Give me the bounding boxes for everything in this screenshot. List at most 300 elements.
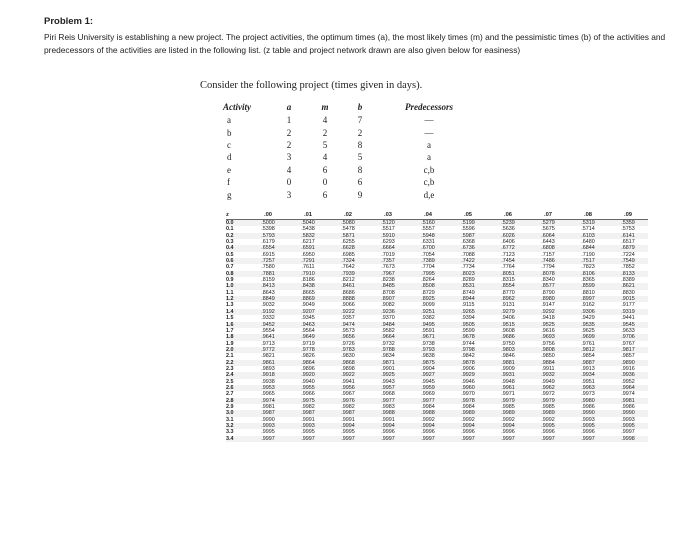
activity-row [205, 126, 483, 138]
activity-table [205, 100, 483, 201]
z-value-cell: 3.2 [226, 423, 248, 429]
probability-cell: .9131 [501, 302, 515, 309]
probability-cell: .9909 [501, 365, 515, 372]
probability-cell: .5438 [301, 226, 315, 233]
probability-cell: .9842 [461, 353, 475, 360]
probability-cell: .7224 [621, 251, 635, 258]
a-cell: 4 [286, 164, 292, 175]
probability-cell: .9564 [301, 327, 315, 334]
probability-cell: .9968 [381, 391, 395, 398]
z-header-cell: .05 [448, 211, 488, 220]
z-value-cell: 0.0 [226, 220, 248, 227]
probability-cell: .9966 [301, 391, 315, 398]
probability-cell: .7939 [328, 271, 368, 277]
probability-cell: .9515 [488, 322, 528, 328]
predecessors-cell: a [427, 139, 431, 150]
probability-cell: .6554 [248, 245, 288, 251]
probability-cell: .9633 [621, 327, 635, 334]
z-table [226, 211, 648, 442]
probability-cell: .9991 [301, 416, 315, 423]
probability-cell: .7257 [248, 258, 288, 264]
z-value-cell: 3.3 [226, 429, 234, 436]
probability-cell: .9429 [581, 315, 595, 322]
b-cell: 6 [357, 177, 363, 188]
probability-cell: .9979 [488, 398, 528, 404]
probability-cell: .8238 [381, 277, 395, 284]
probability-cell: .6443 [541, 239, 555, 246]
probability-cell: .7704 [421, 264, 435, 271]
probability-cell: .8907 [368, 296, 408, 302]
probability-cell: .9535 [568, 322, 608, 328]
probability-cell: .6368 [461, 239, 475, 246]
z-value-cell: 1.6 [226, 322, 248, 328]
probability-cell: .9997 [288, 436, 328, 442]
probability-cell: .9920 [288, 372, 328, 378]
probability-cell: .7995 [408, 271, 448, 277]
probability-cell: .9994 [448, 423, 488, 429]
probability-cell: .7422 [448, 258, 488, 264]
probability-cell: .9988 [408, 410, 448, 416]
probability-cell: .7054 [421, 251, 435, 258]
probability-cell: .9864 [288, 360, 328, 366]
probability-cell: .9554 [261, 327, 275, 334]
probability-cell: .9992 [541, 416, 555, 423]
probability-cell: .9959 [408, 385, 448, 391]
probability-cell: .6844 [568, 245, 608, 251]
probability-cell: .9945 [421, 378, 435, 385]
probability-cell: .9798 [448, 347, 488, 353]
header-b: b [357, 102, 363, 112]
probability-cell: .7486 [528, 258, 568, 264]
z-value-cell: 3.4 [226, 436, 248, 442]
probability-cell: .9969 [421, 391, 435, 398]
probability-cell: .6293 [381, 239, 395, 246]
probability-cell: .9996 [501, 429, 515, 436]
z-value-cell: 1.9 [226, 340, 234, 347]
probability-cell: .7794 [541, 264, 555, 271]
probability-cell: .9993 [581, 416, 595, 423]
z-header-cell: .09 [608, 211, 648, 220]
probability-cell: .9997 [448, 436, 488, 442]
probability-cell: .6480 [581, 239, 595, 246]
probability-cell: .9756 [541, 340, 555, 347]
probability-cell: .9656 [328, 334, 368, 340]
probability-cell: .9671 [408, 334, 448, 340]
probability-cell: .9948 [501, 378, 515, 385]
probability-cell: .9641 [248, 334, 288, 340]
probability-cell: .8212 [341, 277, 355, 284]
probability-cell: .5040 [288, 220, 328, 227]
probability-cell: .6331 [421, 239, 435, 246]
probability-cell: .7157 [541, 251, 555, 258]
probability-cell: .9994 [328, 423, 368, 429]
z-value-cell: 1.1 [226, 289, 234, 296]
probability-cell: .8665 [301, 289, 315, 296]
probability-cell: .5478 [341, 226, 355, 233]
probability-cell: .9803 [488, 347, 528, 353]
probability-cell: .5199 [448, 220, 488, 227]
probability-cell: .7881 [248, 271, 288, 277]
probability-cell: .9970 [461, 391, 475, 398]
probability-cell: .8621 [608, 283, 648, 289]
probability-cell: .8133 [608, 271, 648, 277]
activity-cell: c [227, 139, 231, 150]
z-value-cell: 2.4 [226, 372, 248, 378]
header-activity: Activity [223, 102, 251, 112]
probability-cell: .9993 [288, 423, 328, 429]
probability-cell: .9984 [461, 403, 475, 410]
z-header-cell: .01 [288, 211, 328, 220]
probability-cell: .9976 [328, 398, 368, 404]
probability-cell: .9898 [341, 365, 355, 372]
probability-cell: .9904 [421, 365, 435, 372]
probability-cell: .9906 [461, 365, 475, 372]
probability-cell: .9726 [341, 340, 355, 347]
probability-cell: .9573 [341, 327, 355, 334]
probability-cell: .6103 [568, 233, 608, 239]
probability-cell: .5871 [328, 233, 368, 239]
z-header-cell: .02 [328, 211, 368, 220]
probability-cell: .9732 [381, 340, 395, 347]
probability-cell: .9986 [581, 403, 595, 410]
probability-cell: .7389 [408, 258, 448, 264]
probability-cell: .8413 [248, 283, 288, 289]
probability-cell: .8461 [328, 283, 368, 289]
z-header-cell: z [226, 211, 248, 220]
probability-cell: .9946 [461, 378, 475, 385]
activity-cell: g [227, 189, 232, 200]
activity-row [205, 164, 483, 176]
probability-cell: .9015 [608, 296, 648, 302]
probability-cell: .5910 [368, 233, 408, 239]
probability-cell: .9980 [568, 398, 608, 404]
probability-cell: .5359 [608, 220, 648, 227]
probability-cell: .9991 [341, 416, 355, 423]
probability-cell: .9964 [608, 385, 648, 391]
probability-cell: .9977 [368, 398, 408, 404]
z-row [226, 436, 648, 442]
probability-cell: .9884 [528, 360, 568, 366]
probability-cell: .8315 [501, 277, 515, 284]
z-value-cell: 2.7 [226, 391, 234, 398]
z-value-cell: 2.2 [226, 360, 248, 366]
problem-title: Problem 1: [44, 16, 94, 27]
probability-cell: .9772 [248, 347, 288, 353]
probability-cell: .9990 [568, 410, 608, 416]
z-value-cell: 2.6 [226, 385, 248, 391]
probability-cell: .9893 [261, 365, 275, 372]
probability-cell: .8770 [501, 289, 515, 296]
probability-cell: .6217 [301, 239, 315, 246]
probability-cell: .5279 [528, 220, 568, 227]
probability-cell: .9957 [368, 385, 408, 391]
probability-cell: .6664 [368, 245, 408, 251]
probability-cell: .9808 [528, 347, 568, 353]
a-cell: 3 [286, 152, 292, 163]
probability-cell: .9986 [621, 403, 635, 410]
probability-cell: .6700 [408, 245, 448, 251]
z-value-cell: 0.9 [226, 277, 234, 284]
probability-cell: .9370 [381, 315, 395, 322]
activity-row [205, 114, 483, 126]
probability-cell: .9985 [501, 403, 515, 410]
probability-cell: .8729 [421, 289, 435, 296]
m-cell: 6 [322, 189, 328, 200]
activity-cell: e [227, 164, 231, 175]
z-header-cell: .03 [368, 211, 408, 220]
probability-cell: .9925 [368, 372, 408, 378]
activity-table-header [205, 100, 483, 114]
probability-cell: .9857 [621, 353, 635, 360]
probability-cell: .6808 [528, 245, 568, 251]
probability-cell: .9990 [608, 410, 648, 416]
activity-row [205, 176, 483, 188]
probability-cell: .8365 [581, 277, 595, 284]
probability-cell: .7642 [341, 264, 355, 271]
probability-cell: .9997 [368, 436, 408, 442]
probability-cell: .9973 [581, 391, 595, 398]
probability-cell: .9767 [621, 340, 635, 347]
predecessors-cell: c,b [423, 177, 435, 188]
probability-cell: .9699 [568, 334, 608, 340]
probability-cell: .9861 [248, 360, 288, 366]
probability-cell: .9582 [381, 327, 395, 334]
z-value-cell: 3.0 [226, 410, 248, 416]
probability-cell: .8485 [368, 283, 408, 289]
probability-cell: .9850 [541, 353, 555, 360]
activity-row [205, 188, 483, 200]
probability-cell: .9962 [528, 385, 568, 391]
probability-cell: .9992 [501, 416, 515, 423]
probability-cell: .9990 [261, 416, 275, 423]
probability-cell: .9495 [408, 322, 448, 328]
activity-row [205, 151, 483, 163]
probability-cell: .7764 [501, 264, 515, 271]
probability-cell: .8531 [448, 283, 488, 289]
probability-cell: .9940 [301, 378, 315, 385]
probability-cell: .8599 [568, 283, 608, 289]
z-value-cell: 1.7 [226, 327, 234, 334]
probability-cell: .9943 [381, 378, 395, 385]
probability-cell: .7734 [461, 264, 475, 271]
probability-cell: .9956 [328, 385, 368, 391]
a-cell: 1 [286, 115, 292, 126]
probability-cell: .9878 [448, 360, 488, 366]
probability-cell: .9854 [581, 353, 595, 360]
probability-cell: .9744 [461, 340, 475, 347]
probability-cell: .9616 [541, 327, 555, 334]
probability-cell: .8264 [421, 277, 435, 284]
probability-cell: .9975 [288, 398, 328, 404]
probability-cell: .9982 [341, 403, 355, 410]
probability-cell: .9992 [421, 416, 435, 423]
z-table-body [226, 220, 648, 443]
probability-cell: .9664 [368, 334, 408, 340]
probability-cell: .9981 [608, 398, 648, 404]
probability-cell: .9998 [608, 436, 648, 442]
probability-cell: .6517 [621, 239, 635, 246]
probability-cell: .9887 [568, 360, 608, 366]
probability-cell: .7123 [501, 251, 515, 258]
probability-cell: .9649 [288, 334, 328, 340]
probability-cell: .5080 [328, 220, 368, 227]
probability-cell: .9965 [261, 391, 275, 398]
probability-cell: .9686 [488, 334, 528, 340]
header-a: a [286, 102, 292, 112]
probability-cell: .9987 [288, 410, 328, 416]
a-cell: 2 [286, 139, 292, 150]
probability-cell: .9997 [528, 436, 568, 442]
m-cell: 0 [322, 177, 328, 188]
probability-cell: .9995 [341, 429, 355, 436]
probability-cell: .9830 [341, 353, 355, 360]
probability-cell: .7019 [381, 251, 395, 258]
probability-cell: .9625 [581, 327, 595, 334]
probability-cell: .9890 [608, 360, 648, 366]
z-value-cell: 1.0 [226, 283, 248, 289]
probability-cell: .9713 [261, 340, 275, 347]
probability-cell: .9236 [368, 309, 408, 315]
m-cell: 6 [322, 164, 328, 175]
probability-cell: .9082 [381, 302, 395, 309]
probability-cell: .9996 [581, 429, 595, 436]
probability-cell: .6772 [488, 245, 528, 251]
probability-cell: .9545 [608, 322, 648, 328]
probability-cell: .9049 [301, 302, 315, 309]
probability-cell: .9997 [248, 436, 288, 442]
probability-cell: .7324 [328, 258, 368, 264]
probability-cell: .7357 [368, 258, 408, 264]
probability-cell: .5517 [381, 226, 395, 233]
activity-row [205, 139, 483, 151]
probability-cell: .9953 [248, 385, 288, 391]
activity-cell: f [227, 177, 230, 188]
z-value-cell: 0.8 [226, 271, 248, 277]
probability-cell: .9995 [261, 429, 275, 436]
z-value-cell: 2.3 [226, 365, 234, 372]
probability-cell: .9834 [381, 353, 395, 360]
probability-cell: .9991 [381, 416, 395, 423]
probability-cell: .8830 [621, 289, 635, 296]
probability-cell: .9994 [408, 423, 448, 429]
probability-cell: .9192 [248, 309, 288, 315]
probability-cell: .8078 [528, 271, 568, 277]
probability-cell: .9989 [528, 410, 568, 416]
probability-cell: .6179 [261, 239, 275, 246]
probability-cell: .9177 [621, 302, 635, 309]
predecessors-cell: — [424, 115, 434, 126]
probability-cell: .9441 [621, 315, 635, 322]
probability-cell: .9901 [381, 365, 395, 372]
probability-cell: .8438 [288, 283, 328, 289]
probability-cell: .9979 [528, 398, 568, 404]
probability-cell: .9279 [488, 309, 528, 315]
probability-cell: .9989 [448, 410, 488, 416]
probability-cell: .9846 [501, 353, 515, 360]
probability-cell: .9974 [248, 398, 288, 404]
probability-cell: .9418 [541, 315, 555, 322]
z-header-cell: .08 [568, 211, 608, 220]
m-cell: 5 [322, 139, 328, 150]
probability-cell: .6985 [341, 251, 355, 258]
z-value-cell: 1.4 [226, 309, 248, 315]
probability-cell: .8159 [261, 277, 275, 284]
z-value-cell: 0.4 [226, 245, 248, 251]
probability-cell: .7852 [621, 264, 635, 271]
probability-cell: .9995 [568, 423, 608, 429]
probability-cell: .5832 [288, 233, 328, 239]
a-cell: 0 [286, 177, 292, 188]
probability-cell: .5398 [261, 226, 275, 233]
probability-cell: .5319 [568, 220, 608, 227]
probability-cell: .9981 [261, 403, 275, 410]
probability-cell: .9996 [541, 429, 555, 436]
probability-cell: .8810 [581, 289, 595, 296]
a-cell: 3 [286, 189, 292, 200]
probability-cell: .8925 [408, 296, 448, 302]
probability-cell: .6736 [448, 245, 488, 251]
probability-cell: .9977 [408, 398, 448, 404]
probability-cell: .5239 [488, 220, 528, 227]
probability-cell: .9265 [448, 309, 488, 315]
z-value-cell: 0.5 [226, 251, 234, 258]
probability-cell: .9875 [408, 360, 448, 366]
probability-cell: .9505 [448, 322, 488, 328]
probability-cell: .8708 [381, 289, 395, 296]
m-cell: 2 [322, 127, 328, 138]
z-value-cell: 2.5 [226, 378, 234, 385]
probability-cell: .9996 [421, 429, 435, 436]
probability-cell: .9963 [568, 385, 608, 391]
probability-cell: .9599 [461, 327, 475, 334]
probability-cell: .8888 [328, 296, 368, 302]
probability-cell: .9985 [541, 403, 555, 410]
probability-cell: .8849 [248, 296, 288, 302]
probability-cell: .9525 [528, 322, 568, 328]
activity-cell: d [227, 152, 232, 163]
probability-cell: .9927 [408, 372, 448, 378]
probability-cell: .9207 [288, 309, 328, 315]
probability-cell: .9938 [261, 378, 275, 385]
probability-cell: .9332 [261, 315, 275, 322]
probability-cell: .9394 [461, 315, 475, 322]
probability-cell: .8980 [528, 296, 568, 302]
predecessors-cell: — [424, 127, 434, 138]
probability-cell: .9993 [248, 423, 288, 429]
probability-cell: .8997 [568, 296, 608, 302]
probability-cell: .8051 [488, 271, 528, 277]
b-cell: 7 [357, 115, 363, 126]
probability-cell: .9868 [328, 360, 368, 366]
problem-statement: Piri Reis University is establishing a new project. The project activities, the optimum times (a), the most likely times (m) and the pessimistic times (b) of the activities and predecessors of the activities are listed in the following list. (z table and project network drawn are also given below for easiness) [44, 32, 666, 55]
probability-cell: .9971 [501, 391, 515, 398]
probability-cell: .6879 [608, 245, 648, 251]
probability-cell: .5675 [541, 226, 555, 233]
z-value-cell: 0.3 [226, 239, 234, 246]
probability-cell: .9996 [461, 429, 475, 436]
probability-cell: .6591 [288, 245, 328, 251]
z-header-cell: .07 [528, 211, 568, 220]
probability-cell: .6915 [261, 251, 275, 258]
probability-cell: .9931 [488, 372, 528, 378]
z-value-cell: 1.8 [226, 334, 248, 340]
probability-cell: .9995 [608, 423, 648, 429]
z-value-cell: 3.1 [226, 416, 234, 423]
probability-cell: .8643 [261, 289, 275, 296]
activity-cell: a [227, 115, 231, 126]
probability-cell: .9162 [581, 302, 595, 309]
probability-cell: .9955 [288, 385, 328, 391]
